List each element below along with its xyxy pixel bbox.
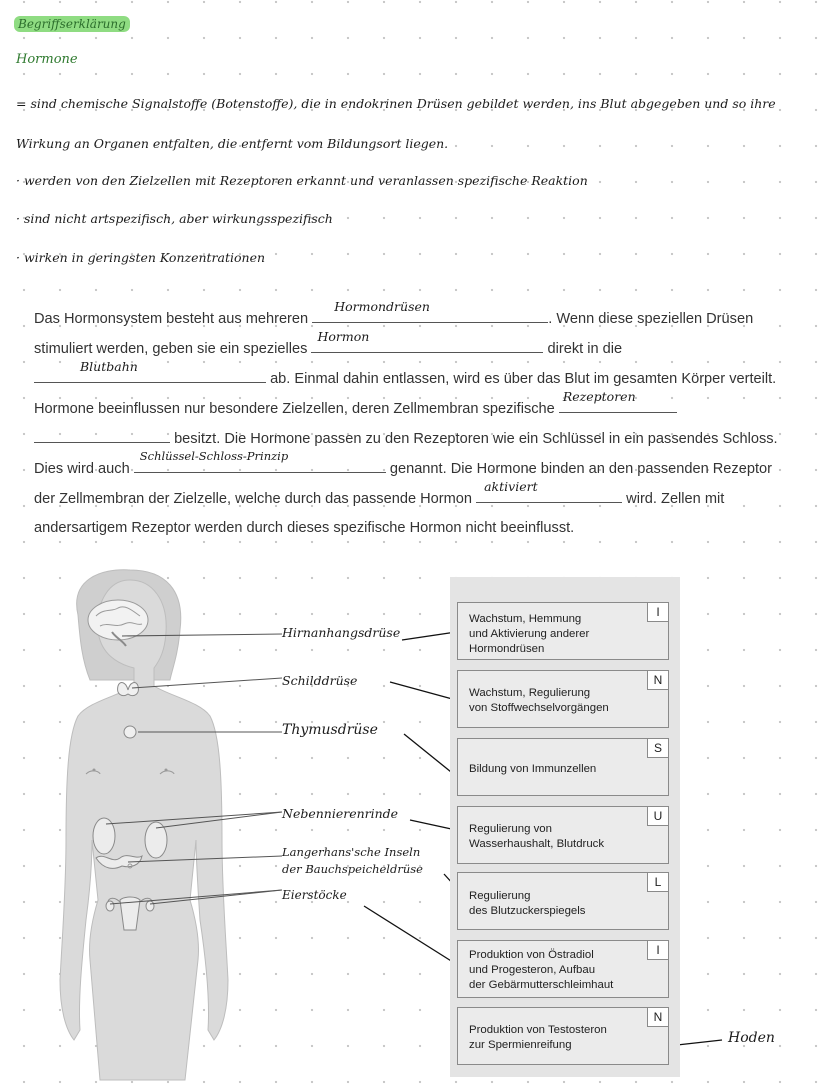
function-text: Produktion von Östradiol und Progesteron, Aufbau der Gebärmutterschleimhaut — [469, 949, 614, 991]
cloze-blank-4[interactable] — [559, 389, 677, 413]
note-line-4: · sind nicht artspezifisch, aber wirkungsspezifisch — [16, 211, 333, 226]
note-line-1: = sind chemische Signalstoffe (Botenstoffe), die in endokrinen Drüsen gebildet werden, ins Blut abgegeben und so ihre — [16, 96, 776, 111]
function-box — [457, 670, 669, 728]
organ-label-pancreas: der Bauchspeicheldrüse — [282, 862, 423, 876]
organ-label-ovaries: Eierstöcke — [282, 888, 347, 902]
function-box — [457, 806, 669, 864]
cloze-answer-1: Hormondrüsen — [334, 299, 430, 314]
function-box — [457, 1007, 669, 1065]
function-text: Wachstum, Hemmung und Aktivierung anderer Hormondrüsen — [469, 613, 590, 655]
thyroid-graphic — [118, 683, 139, 696]
notes-heading: Begriffserklärung — [14, 16, 130, 32]
cloze-blank-6[interactable] — [476, 479, 622, 503]
solution-letter: S — [647, 739, 668, 758]
solution-letter: N — [647, 671, 668, 690]
note-line-5: · wirken in geringsten Konzentrationen — [16, 250, 266, 265]
note-line-3: · werden von den Zielzellen mit Rezeptoren erkannt und veranlassen spezifische Reaktion — [16, 173, 588, 188]
cloze-text-7: wird. Zellen mit andersartigem Rezeptor werden durch dieses spezifische Hormon nicht beeinflusst. — [34, 491, 725, 536]
function-text: Regulierung des Blutzuckerspiegels — [469, 890, 586, 917]
body-figure — [0, 560, 828, 1086]
cloze-blank-4b[interactable] — [34, 424, 170, 443]
cloze-text-2: . Wenn diese speziellen Drüsen stimuliert werden, geben sie ein spezielles — [34, 311, 754, 357]
cloze-text-5: besitzt. Die Hormone passen zu den Rezeptoren wie ein Schlüssel in ein passendes Schloss. Dies wird auch — [34, 431, 778, 477]
thymus-graphic — [124, 726, 136, 738]
solution-letter: N — [647, 1008, 668, 1027]
solution-letter: U — [647, 807, 668, 826]
notes-title: Hormone — [16, 52, 78, 67]
cloze-text-6: genannt. Die Hormone binden an den passenden Rezeptor der Zellmembran der Zielzelle, welche durch das passende Hormon — [34, 461, 772, 507]
organ-label-adrenal: Nebennierenrinde — [282, 806, 399, 821]
function-box — [457, 602, 669, 660]
solution-letter: I — [647, 603, 668, 622]
organ-label-testes: Hoden — [728, 1030, 775, 1046]
function-box — [457, 940, 669, 998]
function-text: Wachstum, Regulierung von Stoffwechselvorgängen — [469, 687, 609, 714]
function-box — [457, 872, 669, 930]
function-text: Regulierung von Wasserhaushalt, Blutdruck — [469, 823, 605, 850]
cloze-text-3: direkt in die — [547, 341, 623, 357]
cloze-blank-1[interactable] — [312, 299, 548, 323]
cloze-blank-3[interactable] — [34, 359, 266, 383]
solution-letter: L — [647, 873, 668, 892]
cloze-answer-2: Hormon — [317, 329, 370, 344]
note-line-2: Wirkung an Organen entfalten, die entfernt vom Bildungsort liegen. — [16, 136, 449, 151]
cloze-paragraph — [34, 299, 794, 543]
cloze-blank-5[interactable] — [134, 449, 386, 473]
cloze-text-4: ab. Einmal dahin entlassen, wird es über das Blut im gesamten Körper verteilt. Hormone beeinflussen nur besondere Zielzellen, deren Zellmembran spezifische — [34, 371, 777, 417]
organ-label-thyroid: Schilddrüse — [282, 673, 358, 688]
cloze-blank-2[interactable] — [311, 329, 543, 353]
function-text: Produktion von Testosteron zur Spermienreifung — [469, 1024, 607, 1051]
organ-label-thymus: Thymusdrüse — [282, 722, 378, 738]
function-text: Bildung von Immunzellen — [469, 763, 597, 775]
cloze-answer-3: Blutbahn — [80, 359, 138, 374]
cloze-answer-6: aktiviert — [484, 479, 538, 494]
cloze-text-1: Das Hormonsystem besteht aus mehreren — [34, 311, 309, 327]
organ-label-langerhans: Langerhans'sche Inseln — [282, 845, 421, 859]
function-box — [457, 738, 669, 796]
organ-label-pituitary: Hirnanhangsdrüse — [282, 625, 401, 640]
cloze-answer-5: Schlüssel-Schloss-Prinzip — [139, 449, 289, 463]
cloze-answer-4: Rezeptoren — [562, 389, 636, 404]
solution-letter: I — [647, 941, 668, 960]
